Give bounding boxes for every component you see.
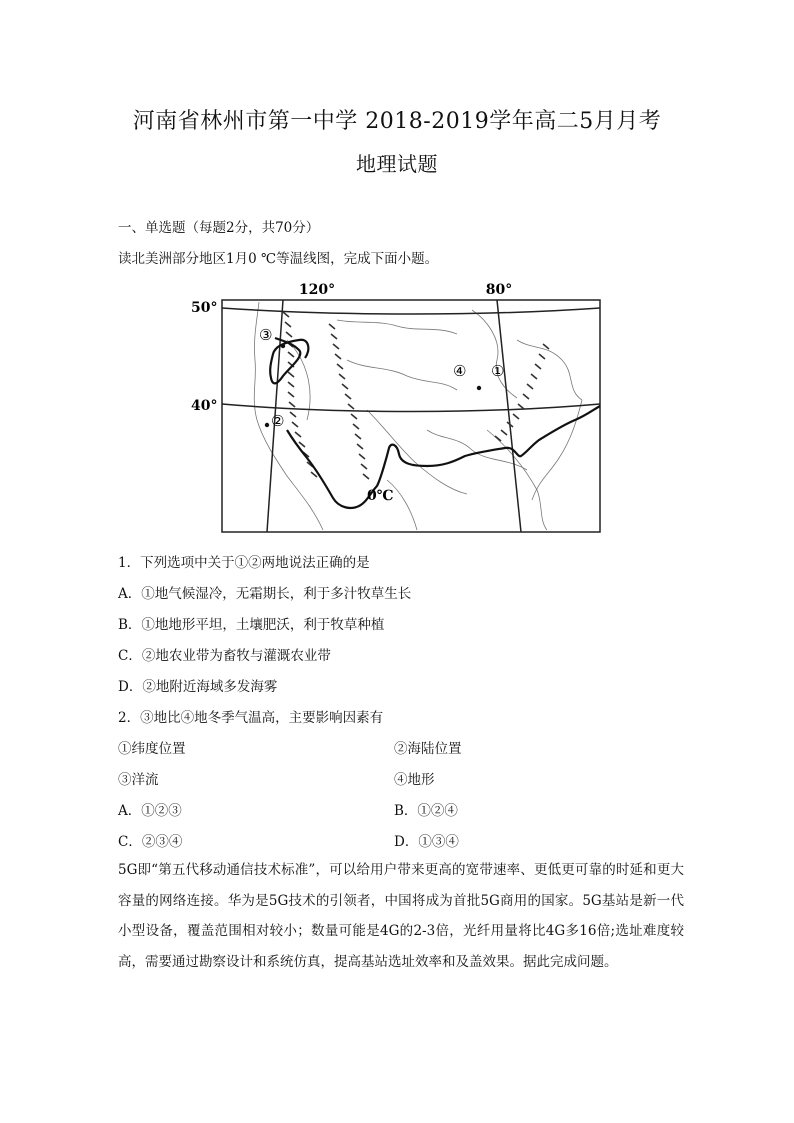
- q2-option-b: B．①②④: [394, 803, 458, 819]
- q1-option-a: A．①地气候湿冷，无霜期长，利于多汁牧草生长: [118, 586, 412, 602]
- q2-factor-1: ①纬度位置: [118, 741, 186, 757]
- q2-option-d: D．①③④: [394, 834, 459, 850]
- q2-stem: 2．③地比④地冬季气温高，主要影响因素有: [118, 710, 384, 726]
- point-3-dot: [281, 344, 285, 348]
- map-label-point-3: ③: [259, 326, 273, 344]
- q1-option-d: D．②地附近海域多发海雾: [118, 679, 278, 695]
- isotherm-map: [187, 280, 607, 534]
- map-label-isotherm: 0℃: [367, 488, 394, 504]
- passage-5g: 5G即“第五代移动通信技术标准”，可以给用户带来更高的宽带速率、更低更可靠的时延和更大容量的网络连接。华为是5G技术的引领者，中国将成为首批5G商用的国家。5G基站是新一代小型设备，覆盖范围相对较小；数量可能是4G的2-3倍，光纤用量将比4G多16倍;选址难度较高，需要通过勘察设计和系统仿真，提高基站选址效率和及盖效果。据此完成问题。: [118, 862, 684, 970]
- map-label-lat-40: 40°: [191, 398, 218, 414]
- point-2-dot: [265, 423, 269, 427]
- map-label-point-2: ②: [271, 412, 285, 430]
- q2-factor-3: ③洋流: [118, 772, 159, 788]
- map-label-lon-80: 80°: [485, 282, 513, 298]
- q2-factor-4: ④地形: [394, 772, 435, 788]
- q1-stem: 1．下列选项中关于①②两地说法正确的是: [118, 555, 370, 571]
- q1-option-b: B．①地地形平坦，土壤肥沃，利于牧草种植: [118, 617, 385, 633]
- q2-option-c: C．②③④: [118, 834, 183, 850]
- map-label-lon-120: 120°: [298, 282, 336, 298]
- map-label-point-4: ④: [453, 362, 467, 380]
- map-label-point-1: ①: [491, 362, 505, 380]
- question-intro: 读北美洲部分地区1月0 ℃等温线图，完成下面小题。: [118, 251, 439, 267]
- section-heading: 一、单选题（每题2分，共70分）: [118, 220, 320, 236]
- q2-factor-2: ②海陆位置: [394, 741, 462, 757]
- map-label-lat-50: 50°: [191, 300, 218, 316]
- q2-option-a: A．①②③: [118, 803, 182, 819]
- point-4-dot: [477, 386, 481, 390]
- document-subtitle: 地理试题: [356, 152, 438, 176]
- q1-option-c: C．②地农业带为畜牧与灌溉农业带: [118, 648, 331, 664]
- document-title: 河南省林州市第一中学 2018-2019学年高二5月月考: [132, 109, 662, 134]
